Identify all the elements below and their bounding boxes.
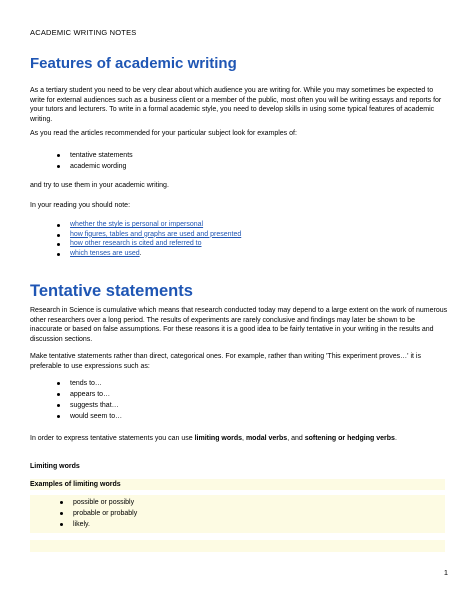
title-features: Features of academic writing: [30, 55, 237, 72]
link-personal-impersonal[interactable]: whether the style is personal or impersonal: [70, 221, 204, 228]
tentative-paragraph: Make tentative statements rather than direct, categorical ones. For example, rather than writing 'This experiment proves…' it is preferable to use expressions such as:: [30, 353, 421, 370]
list-item: academic wording: [57, 161, 133, 172]
read-articles-paragraph: As you read the articles recommended for your particular subject look for examples of:: [30, 130, 297, 137]
try-paragraph: and try to use them in your academic writing.: [30, 182, 169, 189]
examples-box-footer: [30, 540, 445, 552]
page-header: ACADEMIC WRITING NOTES: [30, 28, 137, 37]
link-figures-tables[interactable]: how figures, tables and graphs are used and presented: [70, 230, 242, 238]
note-links-list: [57, 220, 241, 259]
expressions-list: [57, 378, 122, 422]
subheading-examples: Examples of limiting words: [30, 481, 121, 488]
link-research-cited[interactable]: how other research is cited and referred to: [70, 240, 202, 248]
term-modal-verbs: modal verbs: [245, 435, 288, 442]
subheading-limiting-words: Limiting words: [30, 463, 80, 470]
reading-note-paragraph: In your reading you should note:: [30, 202, 131, 209]
list-item: suggests that…: [57, 400, 122, 411]
list-item: [57, 239, 241, 249]
list-item: [57, 230, 241, 240]
intro-paragraph: As a tertiary student you need to be very clear about which audience you are writing for. While you may sometimes be expected to write for external audiences such as a business client or a member of the public, most often you will be writing essays and reports for your tutors and lecturers. To write in a formal academic style, you need to develop skills in using some typical features of academic writing.: [30, 87, 442, 123]
link-suffix: .: [139, 250, 142, 258]
page-number: 1: [443, 568, 448, 577]
list-item: tentative statements: [57, 150, 133, 161]
list-item: possible or possibly: [60, 497, 137, 508]
features-list: [57, 150, 133, 172]
list-item: [57, 220, 241, 230]
list-item: tends to…: [57, 378, 122, 389]
list-item: [57, 249, 241, 259]
title-tentative: Tentative statements: [30, 282, 193, 300]
term-softening-verbs: softening or hedging verbs: [304, 435, 395, 442]
term-limiting-words: limiting words: [194, 435, 243, 442]
limiting-words-list: [60, 497, 137, 530]
list-item: probable or probably: [60, 508, 137, 519]
research-paragraph: Research in Science is cumulative which means that research conducted today may depend to a large extent on the work of numerous other researchers over a long period. The results of experiments are rarely conclusive and findings may later be shown to be inaccurate or based on false assumptions. For these reasons it is a good idea to be fairly tentative in your writing in the results and discussion sections.: [30, 307, 448, 343]
list-item: appears to…: [57, 389, 122, 400]
link-tenses[interactable]: which tenses are used: [70, 250, 140, 258]
list-item: likely.: [60, 519, 137, 530]
express-paragraph: In order to express tentative statements you can use limiting words, modal verbs, and softening or hedging verbs.: [30, 435, 397, 442]
list-item: would seem to…: [57, 411, 122, 422]
